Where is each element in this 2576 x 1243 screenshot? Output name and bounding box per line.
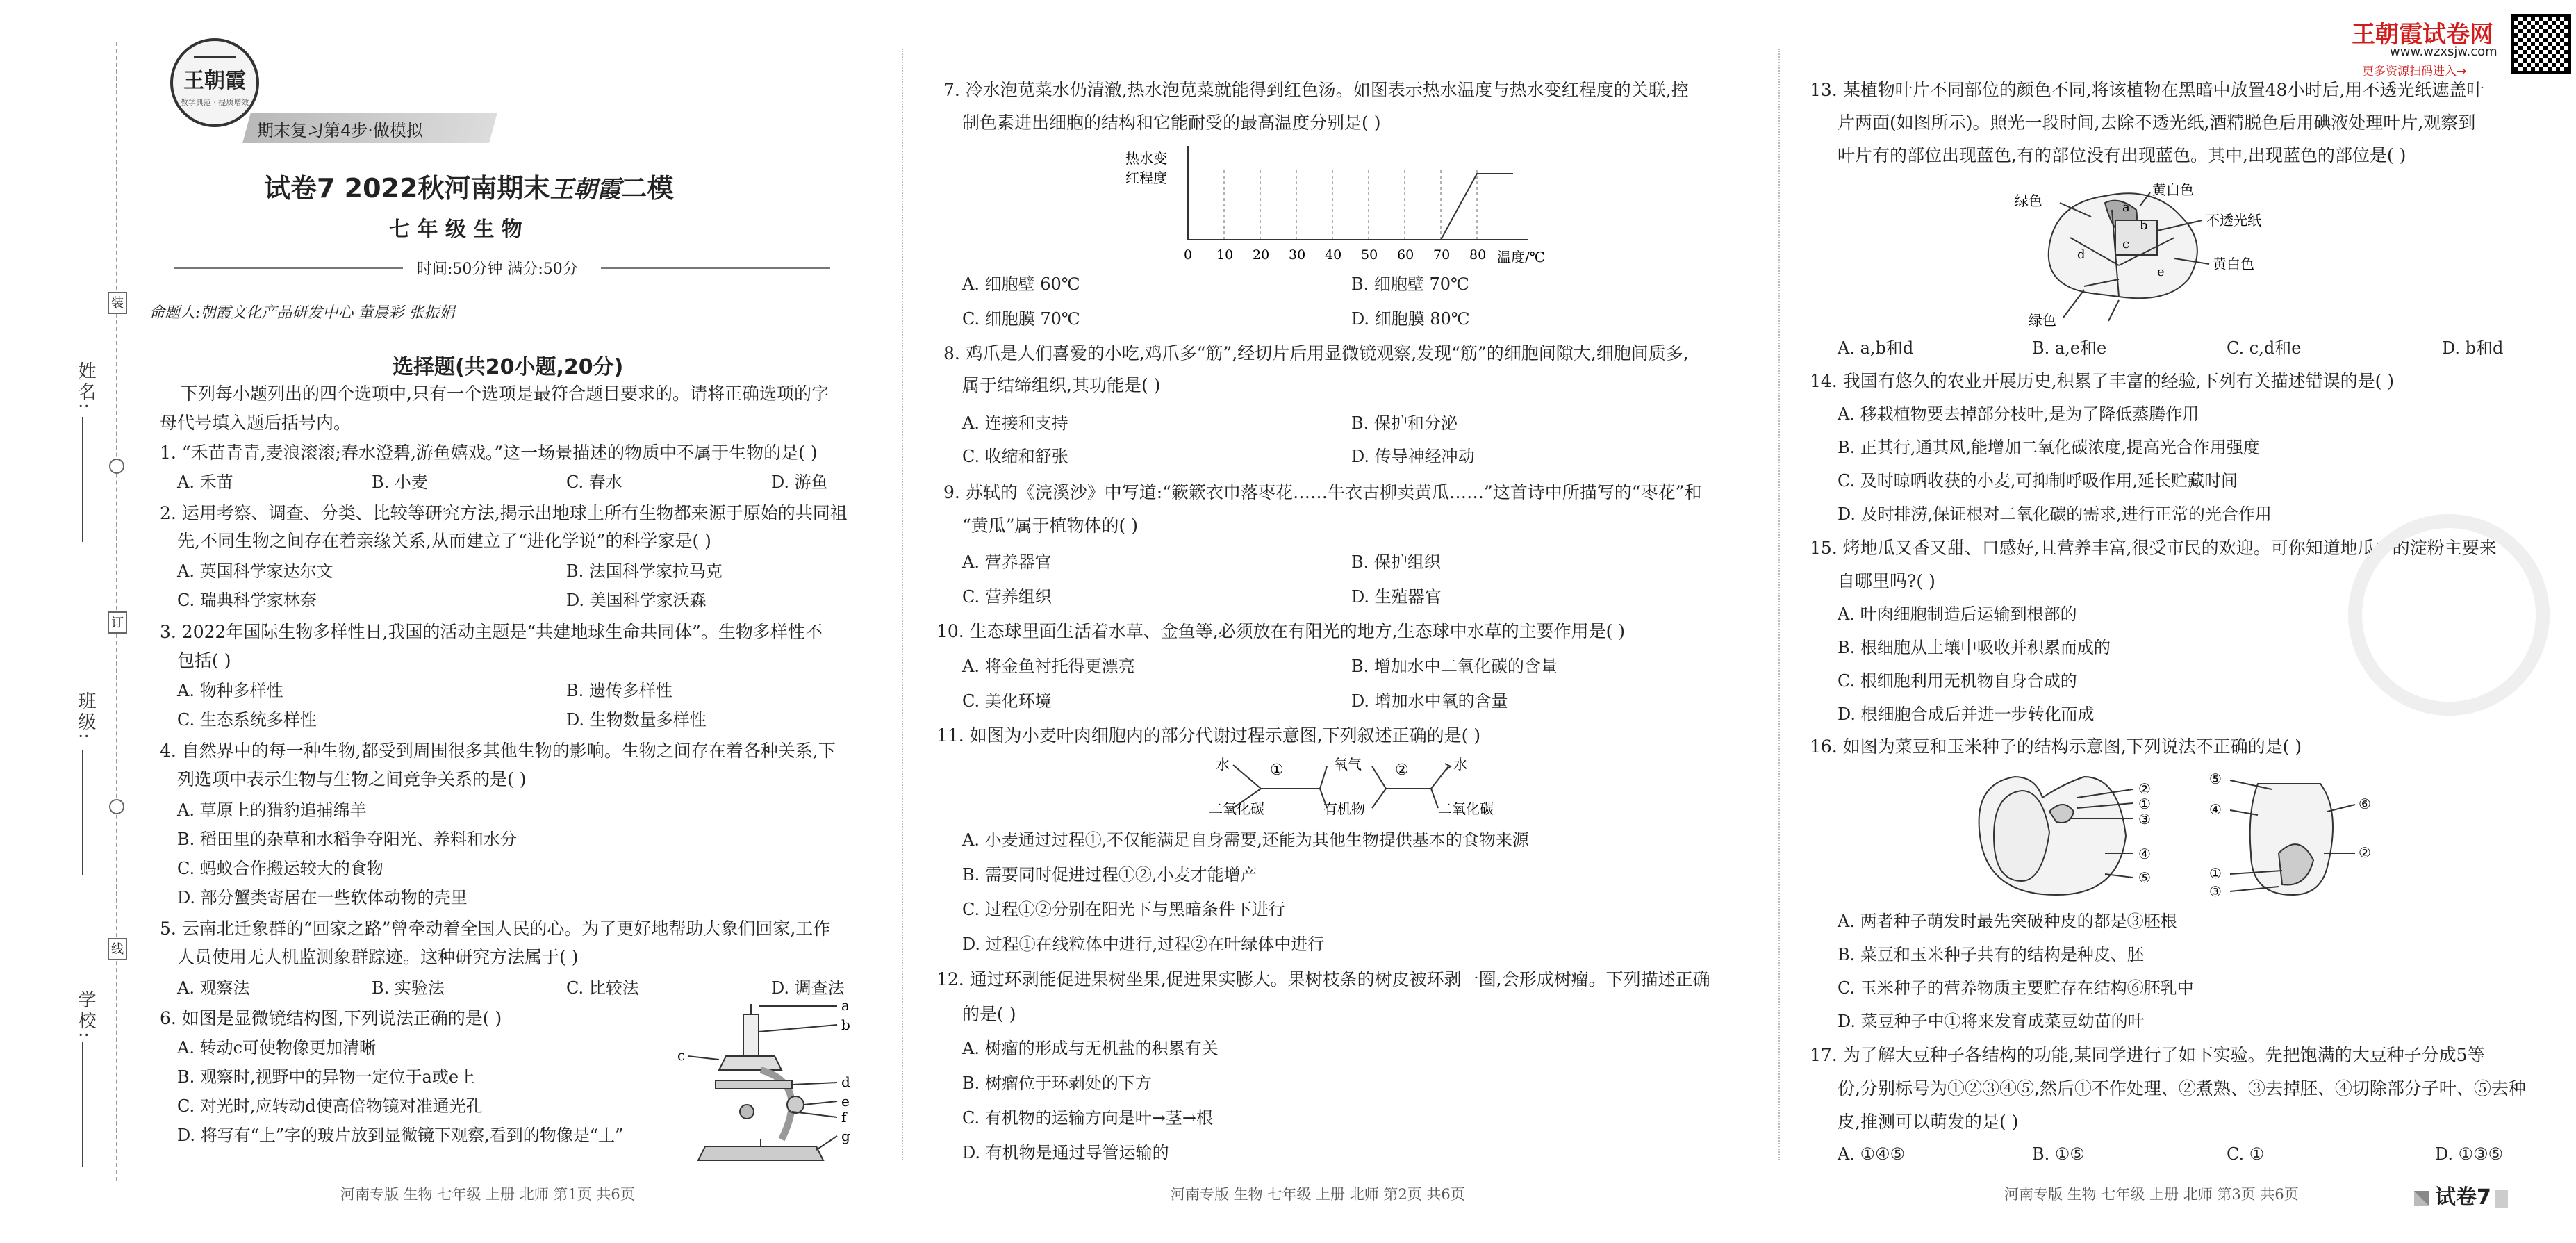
q5-option-c[interactable]: C. 比较法	[566, 978, 639, 998]
q12-option-d[interactable]: D. 有机物是通过导管运输的	[962, 1143, 1169, 1162]
bean-label-5: ⑤	[2138, 869, 2151, 886]
q10-option-c[interactable]: C. 美化环境	[962, 691, 1052, 711]
footer-page-2: 河南专版 生物 七年级 上册 北师 第2页 共6页	[1171, 1186, 1465, 1203]
logo-crown-icon	[194, 45, 236, 58]
q6-option-a[interactable]: A. 转动c可使物像更加清晰	[177, 1038, 377, 1057]
binding-mark-1: 装	[108, 292, 127, 314]
question-2-line-1: 2. 运用考察、调查、分类、比较等研究方法,揭示出地球上所有生物都来源于原始的共同祖	[160, 503, 848, 523]
binding-mark-2: 订	[108, 611, 127, 634]
title-brand: 王朝霞	[550, 176, 621, 204]
meta-left-bottom: 二氧化碳	[1209, 800, 1264, 817]
section-intro-1: 下列每小题列出的四个选项中,只有一个选项是最符合题目要求的。请将正确选项的字	[181, 384, 829, 404]
site-brand: 王朝霞试卷网	[2352, 21, 2493, 49]
q12-option-a[interactable]: A. 树瘤的形成与无机盐的积累有关	[962, 1039, 1219, 1058]
corn-label-5: ⑤	[2209, 771, 2222, 787]
bean-seed-figure	[1966, 770, 2168, 902]
question-4-line-1: 4. 自然界中的每一种生物,都受到周围很多其他生物的影响。生物之间存在着各种关系,下	[160, 741, 836, 761]
corn-label-3: ③	[2209, 883, 2222, 900]
q15-option-d[interactable]: D. 根细胞合成后并进一步转化而成	[1838, 705, 2095, 724]
corn-label-1: ①	[2209, 865, 2222, 882]
question-5-line-1: 5. 云南北迁象群的“回家之路”曾牵动着全国人民的心。为了更好地帮助大象们回家,工作	[160, 919, 831, 939]
name-label: 姓名:	[75, 361, 96, 412]
chart-tick-0: 0	[1184, 247, 1193, 263]
bean-label-2: ②	[2138, 780, 2151, 797]
question-17-line-2: 份,分别标号为①②③④⑤,然后①不作处理、②煮熟、③去掉胚、④切除部分子叶、⑤去种	[1838, 1078, 2526, 1098]
chart-ylabel-1: 热水变	[1125, 150, 1167, 167]
q8-option-b[interactable]: B. 保护和分泌	[1351, 413, 1458, 433]
microscope-figure	[677, 1001, 865, 1167]
q5-option-a[interactable]: A. 观察法	[177, 978, 250, 998]
q2-option-c[interactable]: C. 瑞典科学家林奈	[177, 591, 317, 610]
leaf-letter-a: a	[2122, 200, 2130, 215]
question-1: 1. “禾苗青青,麦浪滚滚;春水澄碧,游鱼嬉戏。”这一场景描述的物质中不属于生物的是( )	[160, 443, 818, 463]
q1-option-c[interactable]: C. 春水	[566, 472, 622, 492]
q4-option-c[interactable]: C. 蚂蚁合作搬运较大的食物	[177, 859, 383, 878]
binding-mark-3: 线	[108, 938, 127, 960]
authors: 命题人:朝霞文化产品研发中心 董晨彩 张振娟	[149, 304, 455, 322]
q1-option-d[interactable]: D. 游鱼	[771, 472, 828, 492]
microscope-label-f: f	[841, 1109, 847, 1126]
q11-option-a[interactable]: A. 小麦通过过程①,不仅能满足自身需要,还能为其他生物提供基本的食物来源	[962, 830, 1529, 850]
q11-option-b[interactable]: B. 需要同时促进过程①②,小麦才能增产	[962, 865, 1257, 884]
q7-option-b[interactable]: B. 细胞壁 70℃	[1351, 274, 1469, 294]
footer-squares-icon	[2414, 1191, 2429, 1206]
q15-option-c[interactable]: C. 根细胞利用无机物自身合成的	[1838, 671, 2077, 691]
question-8-line-1: 8. 鸡爪是人们喜爱的小吃,鸡爪多“筋”,经切片后用显微镜观察,发现“筋”的细胞间隙大,细胞间质多,	[943, 343, 1689, 363]
chart-tick-70: 70	[1433, 247, 1451, 263]
q6-option-d[interactable]: D. 将写有“上”字的玻片放到显微镜下观察,看到的物像是“丄”	[177, 1126, 624, 1145]
corn-label-6: ⑥	[2359, 796, 2371, 812]
temperature-chart	[1125, 142, 1570, 267]
microscope-label-d: d	[841, 1073, 850, 1090]
q17-option-c[interactable]: C. ①	[2227, 1144, 2265, 1164]
site-url: www.wzxsjw.com	[2390, 44, 2497, 59]
meta-mid-top: 氧气	[1334, 756, 1362, 773]
meta-left-top: 水	[1216, 756, 1230, 773]
section-title: 选择题(共20小题,20分)	[393, 355, 624, 379]
q11-option-d[interactable]: D. 过程①在线粒体中进行,过程②在叶绿体中进行	[962, 935, 1325, 954]
q10-option-d[interactable]: D. 增加水中氧的含量	[1351, 691, 1508, 711]
microscope-label-g: g	[841, 1128, 850, 1144]
q2-option-a[interactable]: A. 英国科学家达尔文	[177, 561, 333, 581]
question-7-line-2: 制色素进出细胞的结构和它能耐受的最高温度分别是( )	[962, 113, 1381, 133]
microscope-label-c: c	[677, 1047, 686, 1064]
q3-option-b[interactable]: B. 遗传多样性	[566, 681, 672, 700]
q12-option-c[interactable]: C. 有机物的运输方向是叶→茎→根	[962, 1108, 1213, 1128]
q17-option-b[interactable]: B. ①⑤	[2032, 1144, 2085, 1164]
class-label: 班级:	[75, 691, 96, 742]
bean-label-3: ③	[2138, 811, 2151, 828]
question-2-line-2: 先,不同生物之间存在着亲缘关系,从而建立了“进化学说”的科学家是( )	[177, 531, 711, 551]
site-tip: 更多资源扫码进入→	[2362, 65, 2467, 79]
leaf-yellow-white: 黄白色	[2213, 256, 2254, 272]
meta-p2: ②	[1395, 762, 1409, 779]
microscope-label-b: b	[841, 1016, 850, 1033]
question-11: 11. 如图为小麦叶肉细胞内的部分代谢过程示意图,下列叙述正确的是( )	[936, 725, 1481, 746]
chart-xlabel: 温度/℃	[1497, 249, 1546, 265]
watermark-seal-icon	[2348, 514, 2550, 716]
question-8-line-2: 属于结缔组织,其功能是( )	[962, 375, 1161, 395]
question-3-line-2: 包括( )	[177, 650, 231, 670]
question-15-line-2: 自哪里吗?( )	[1838, 571, 1935, 591]
q1-option-a[interactable]: A. 禾苗	[177, 472, 233, 492]
question-4-line-2: 列选项中表示生物与生物之间竞争关系的是( )	[177, 769, 527, 789]
q13-option-a[interactable]: A. a,b和d	[1838, 338, 1914, 358]
school-label: 学校:	[75, 990, 96, 1041]
question-12-line-2: 的是( )	[962, 1004, 1016, 1024]
logo-caption: 教学典范 · 提质增效	[180, 98, 249, 107]
subtitle: 七 年 级 生 物	[389, 217, 522, 242]
q3-option-c[interactable]: C. 生态系统多样性	[177, 710, 317, 730]
title-main: 试卷7 2022秋河南期末	[264, 173, 550, 204]
q7-option-c[interactable]: C. 细胞膜 70℃	[962, 309, 1080, 329]
q7-option-d[interactable]: D. 细胞膜 80℃	[1351, 309, 1470, 329]
q16-option-c[interactable]: C. 玉米种子的营养物质主要贮存在结构⑥胚乳中	[1838, 978, 2194, 998]
leaf-green-top: 绿色	[2015, 192, 2042, 209]
chart-tick-60: 60	[1397, 247, 1414, 263]
logo-text: 王朝霞	[183, 69, 246, 93]
q6-option-b[interactable]: B. 观察时,视野中的异物一定位于a或e上	[177, 1067, 476, 1087]
question-15-line-1: 15. 烤地瓜又香又甜、口感好,且营养丰富,很受市民的欢迎。可你知道地瓜中的淀粉主要来	[1810, 538, 2497, 558]
microscope-label-a: a	[841, 1001, 850, 1014]
q14-option-b[interactable]: B. 正其行,通其风,能增加二氧化碳浓度,提高光合作用强度	[1838, 438, 2260, 457]
q17-option-d[interactable]: D. ①③⑤	[2435, 1144, 2504, 1164]
metabolism-diagram	[1209, 754, 1514, 823]
leaf-green-bottom: 绿色	[2029, 312, 2056, 328]
chart-tick-20: 20	[1253, 247, 1270, 263]
question-13-line-2: 片两面(如图所示)。照光一段时间,去除不透光纸,酒精脱色后用碘液处理叶片,观察到	[1838, 113, 2476, 133]
q2-option-b[interactable]: B. 法国科学家拉马克	[566, 561, 723, 581]
q10-option-a[interactable]: A. 将金鱼衬托得更漂亮	[962, 657, 1135, 676]
q10-option-b[interactable]: B. 增加水中二氧化碳的含量	[1351, 657, 1558, 676]
q8-option-c[interactable]: C. 收缩和舒张	[962, 447, 1068, 466]
footer-tag	[2414, 1180, 2508, 1210]
question-14: 14. 我国有悠久的农业开展历史,积累了丰富的经验,下列有关描述错误的是( )	[1810, 371, 2395, 391]
q9-option-b[interactable]: B. 保护组织	[1351, 552, 1441, 572]
q9-option-d[interactable]: D. 生殖器官	[1351, 587, 1442, 607]
footer-tag-text: 试卷7	[2435, 1185, 2491, 1210]
qr-code-icon[interactable]	[2511, 14, 2571, 74]
column-divider-1	[902, 49, 903, 1160]
column-divider-2	[1778, 49, 1780, 1160]
question-17-line-1: 17. 为了解大豆种子各结构的功能,某同学进行了如下实验。先把饱满的大豆种子分成5等	[1810, 1045, 2485, 1065]
question-12-line-1: 12. 通过环剥能促进果树坐果,促进果实膨大。果树枝条的树皮被环剥一圈,会形成树瘤。下列描述正确	[936, 969, 1710, 989]
section-intro-2: 母代号填入题后括号内。	[160, 413, 352, 433]
q14-option-a[interactable]: A. 移栽植物要去掉部分枝叶,是为了降低蒸腾作用	[1838, 404, 2199, 424]
leaf-letter-e: e	[2157, 265, 2165, 279]
q5-option-d[interactable]: D. 调查法	[771, 978, 845, 998]
time-score: 时间:50分钟 满分:50分	[417, 261, 578, 278]
banner-text: 期末复习第4步·做模拟	[257, 121, 423, 140]
q9-option-c[interactable]: C. 营养组织	[962, 587, 1052, 607]
footer-page-3: 河南专版 生物 七年级 上册 北师 第3页 共6页	[2004, 1186, 2299, 1203]
q6-option-c[interactable]: C. 对光时,应转动d使高倍物镜对准通光孔	[177, 1096, 483, 1116]
q2-option-d[interactable]: D. 美国科学家沃森	[566, 591, 707, 610]
q3-option-d[interactable]: D. 生物数量多样性	[566, 710, 707, 730]
chart-tick-40: 40	[1325, 247, 1342, 263]
leaf-figure	[2001, 182, 2293, 328]
q16-option-b[interactable]: B. 菜豆和玉米种子共有的结构是种皮、胚	[1838, 945, 2144, 964]
question-6: 6. 如图是显微镜结构图,下列说法正确的是( )	[160, 1008, 502, 1028]
q1-option-b[interactable]: B. 小麦	[372, 472, 428, 492]
meta-p1: ①	[1270, 762, 1284, 779]
q12-option-b[interactable]: B. 树瘤位于环剥处的下方	[962, 1073, 1152, 1093]
meta-right-bottom: 二氧化碳	[1438, 800, 1494, 817]
q13-option-b[interactable]: B. a,e和e	[2032, 338, 2107, 358]
corn-label-2: ②	[2359, 844, 2371, 861]
q13-option-c[interactable]: C. c,d和e	[2227, 338, 2302, 358]
leaf-letter-b: b	[2140, 218, 2148, 233]
chart-tick-50: 50	[1361, 247, 1378, 263]
q15-option-b[interactable]: B. 根细胞从土壤中吸收并积累而成的	[1838, 638, 2111, 657]
q8-option-a[interactable]: A. 连接和支持	[962, 413, 1068, 433]
footer-page-1: 河南专版 生物 七年级 上册 北师 第1页 共6页	[340, 1186, 635, 1203]
q4-option-d[interactable]: D. 部分蟹类寄居在一些软体动物的壳里	[177, 888, 468, 907]
question-9-line-1: 9. 苏轼的《浣溪沙》中写道:“簌簌衣巾落枣花……牛衣古柳卖黄瓜……”这首诗中所描写的“枣花”和	[943, 482, 1702, 502]
question-13-line-1: 13. 某植物叶片不同部位的颜色不同,将该植物在黑暗中放置48小时后,用不透光纸遮盖叶	[1810, 80, 2484, 100]
chart-tick-80: 80	[1469, 247, 1487, 263]
page-title	[264, 167, 673, 205]
q15-option-a[interactable]: A. 叶肉细胞制造后运输到根部的	[1838, 604, 2077, 624]
q9-option-a[interactable]: A. 营养器官	[962, 552, 1052, 572]
q14-option-c[interactable]: C. 及时晾晒收获的小麦,可抑制呼吸作用,延长贮藏时间	[1838, 471, 2238, 491]
bean-label-4: ④	[2138, 846, 2151, 862]
microscope-label-e: e	[841, 1093, 850, 1110]
chart-tick-10: 10	[1216, 247, 1234, 263]
question-5-line-2: 人员使用无人机监测象群踪迹。这种研究方法属于( )	[177, 947, 579, 967]
question-10: 10. 生态球里面生活着水草、金鱼等,必须放在有阳光的地方,生态球中水草的主要作用是( )	[936, 621, 1626, 641]
q4-option-a[interactable]: A. 草原上的猎豹追捕绵羊	[177, 800, 367, 820]
q14-option-d[interactable]: D. 及时排涝,保证根对二氧化碳的需求,进行正常的光合作用	[1838, 504, 2272, 524]
question-9-line-2: “黄瓜”属于植物体的( )	[962, 516, 1139, 536]
title-suffix: 二模	[620, 173, 674, 204]
q16-option-d[interactable]: D. 菜豆种子中①将来发育成菜豆幼苗的叶	[1838, 1012, 2145, 1031]
question-17-line-3: 皮,推测可以萌发的是( )	[1838, 1112, 2019, 1132]
q16-option-a[interactable]: A. 两者种子萌发时最先突破种皮的都是③胚根	[1838, 912, 2177, 931]
leaf-yellow-white-top: 黄白色	[2152, 182, 2194, 198]
corn-label-4: ④	[2209, 801, 2222, 818]
bean-label-1: ①	[2138, 796, 2151, 812]
meta-right-top: 水	[1453, 756, 1467, 773]
logo	[170, 38, 259, 127]
question-7-line-1: 7. 冷水泡苋菜水仍清澈,热水泡苋菜就能得到红色汤。如图表示热水温度与热水变红程度的关联,控	[943, 80, 1689, 100]
q8-option-d[interactable]: D. 传导神经冲动	[1351, 447, 1475, 466]
q3-option-a[interactable]: A. 物种多样性	[177, 681, 283, 700]
q7-option-a[interactable]: A. 细胞壁 60℃	[962, 274, 1080, 294]
leaf-letter-d: d	[2077, 247, 2086, 262]
chart-ylabel-2: 红程度	[1125, 170, 1167, 186]
chart-grid	[1224, 167, 1477, 240]
corn-seed-figure	[2202, 770, 2376, 902]
question-16: 16. 如图为菜豆和玉米种子的结构示意图,下列说法不正确的是( )	[1810, 736, 2302, 757]
chart-series-line	[1188, 174, 1513, 240]
q17-option-a[interactable]: A. ①④⑤	[1838, 1144, 1906, 1164]
question-3-line-1: 3. 2022年国际生物多样性日,我国的活动主题是“共建地球生命共同体”。生物多样性不	[160, 622, 823, 642]
leaf-paper: 不透光纸	[2206, 212, 2261, 229]
q4-option-b[interactable]: B. 稻田里的杂草和水稻争夺阳光、养料和水分	[177, 830, 517, 849]
q11-option-c[interactable]: C. 过程①②分别在阳光下与黑暗条件下进行	[962, 900, 1285, 919]
chart-tick-30: 30	[1289, 247, 1306, 263]
meta-mid-bottom: 有机物	[1323, 800, 1365, 817]
q13-option-d[interactable]: D. b和d	[2442, 338, 2504, 358]
q5-option-b[interactable]: B. 实验法	[372, 978, 445, 998]
question-13-line-3: 叶片有的部位出现蓝色,有的部位没有出现蓝色。其中,出现蓝色的部位是( )	[1838, 145, 2406, 165]
leaf-letter-c: c	[2122, 237, 2130, 252]
